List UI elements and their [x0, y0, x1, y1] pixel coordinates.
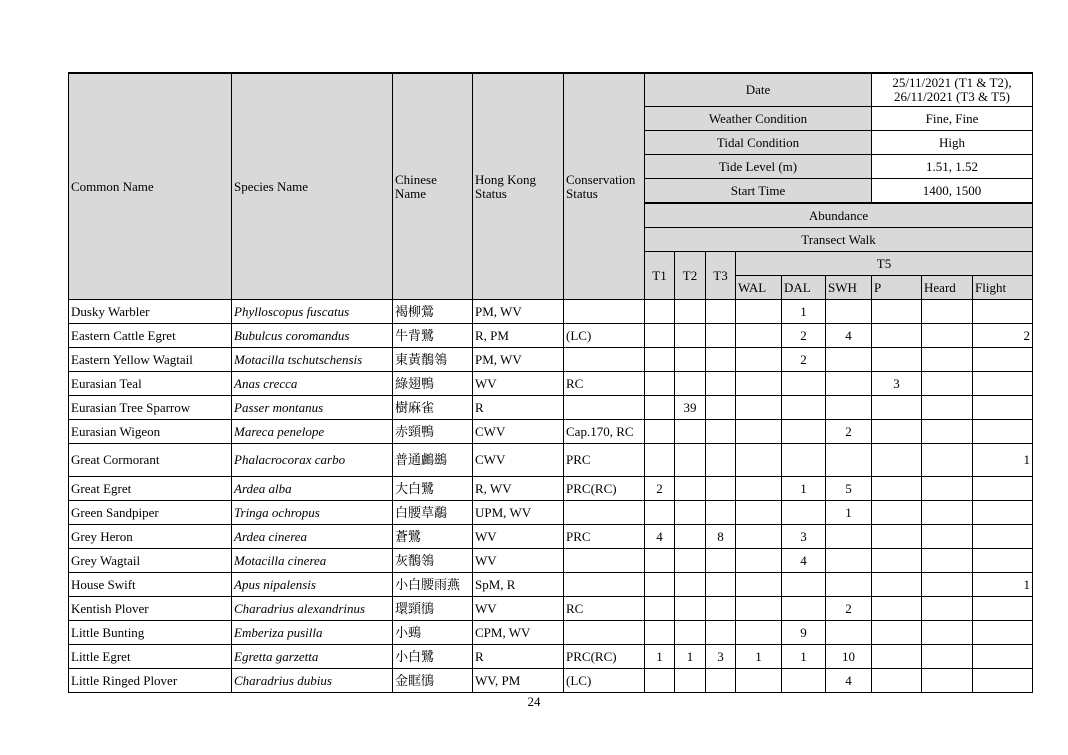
common-name-cell: Kentish Plover [69, 597, 232, 621]
t2-count-cell [675, 573, 706, 597]
heard-count-cell [922, 444, 973, 477]
t2-count-cell [675, 300, 706, 324]
chinese-name-cell: 小白腰雨燕 [393, 573, 473, 597]
t2-count-cell [675, 501, 706, 525]
heard-count-cell [922, 549, 973, 573]
t2-count-cell [675, 420, 706, 444]
t2-count-cell: 39 [675, 396, 706, 420]
heard-count-cell [922, 300, 973, 324]
swh-count-cell: 1 [826, 501, 872, 525]
common-name-cell: Little Ringed Plover [69, 669, 232, 693]
chinese-name-cell: 金眶鴴 [393, 669, 473, 693]
wal-count-cell [736, 597, 782, 621]
chinese-name-cell: 小鵐 [393, 621, 473, 645]
common-name-cell: Eastern Cattle Egret [69, 324, 232, 348]
swh-count-cell [826, 396, 872, 420]
t1-count-cell [645, 396, 675, 420]
hk-status-cell: WV [473, 549, 564, 573]
weather-value: Fine, Fine [872, 107, 1033, 131]
conservation-status-cell: PRC [564, 525, 645, 549]
heard-count-cell [922, 396, 973, 420]
conservation-status-cell [564, 501, 645, 525]
common-name-cell: Eurasian Teal [69, 372, 232, 396]
chinese-name-cell: 綠翅鴨 [393, 372, 473, 396]
table-row [69, 444, 1033, 477]
species-name-cell: Bubulcus coromandus [232, 324, 393, 348]
p-count-cell [872, 348, 922, 372]
hk-status-cell: CWV [473, 444, 564, 477]
flight-count-cell [973, 420, 1033, 444]
swh-count-cell [826, 573, 872, 597]
p-count-cell [872, 621, 922, 645]
dal-count-cell: 9 [782, 621, 826, 645]
t1-count-cell [645, 597, 675, 621]
header-swh: SWH [826, 276, 872, 300]
abundance-label: Abundance [645, 203, 1033, 228]
common-name-cell: Eastern Yellow Wagtail [69, 348, 232, 372]
dal-count-cell: 1 [782, 645, 826, 669]
p-count-cell [872, 645, 922, 669]
t3-count-cell: 8 [706, 525, 736, 549]
swh-count-cell [826, 444, 872, 477]
p-count-cell [872, 501, 922, 525]
hk-status-cell: WV [473, 372, 564, 396]
header-t2: T2 [675, 252, 706, 300]
header-t5: T5 [736, 252, 1033, 276]
common-name-cell: Grey Heron [69, 525, 232, 549]
flight-count-cell [973, 669, 1033, 693]
common-name-cell: Dusky Warbler [69, 300, 232, 324]
p-count-cell [872, 420, 922, 444]
wal-count-cell [736, 621, 782, 645]
header-p: P [872, 276, 922, 300]
p-count-cell [872, 573, 922, 597]
chinese-name-cell: 赤頸鴨 [393, 420, 473, 444]
conservation-status-cell [564, 300, 645, 324]
table-body [69, 300, 1033, 693]
p-count-cell [872, 597, 922, 621]
t2-count-cell: 1 [675, 645, 706, 669]
conservation-status-cell: RC [564, 372, 645, 396]
chinese-name-cell: 環頸鴴 [393, 597, 473, 621]
conservation-status-cell: RC [564, 597, 645, 621]
start-time-label: Start Time [645, 179, 872, 204]
start-time-value: 1400, 1500 [872, 179, 1033, 204]
t3-count-cell [706, 597, 736, 621]
p-count-cell [872, 444, 922, 477]
t2-count-cell [675, 525, 706, 549]
t1-count-cell [645, 621, 675, 645]
species-name-cell: Apus nipalensis [232, 573, 393, 597]
wal-count-cell [736, 300, 782, 324]
species-name-cell: Passer montanus [232, 396, 393, 420]
table-row [69, 669, 1033, 693]
table-row [69, 420, 1033, 444]
species-name-cell: Phalacrocorax carbo [232, 444, 393, 477]
heard-count-cell [922, 597, 973, 621]
table-row [69, 501, 1033, 525]
t3-count-cell [706, 573, 736, 597]
heard-count-cell [922, 348, 973, 372]
table-row [69, 324, 1033, 348]
flight-count-cell: 1 [973, 444, 1033, 477]
conservation-status-cell: PRC [564, 444, 645, 477]
hk-status-cell: R [473, 645, 564, 669]
p-count-cell [872, 396, 922, 420]
common-name-cell: Little Bunting [69, 621, 232, 645]
swh-count-cell [826, 372, 872, 396]
wal-count-cell [736, 420, 782, 444]
chinese-name-cell: 褐柳鶯 [393, 300, 473, 324]
t3-count-cell [706, 324, 736, 348]
table-row [69, 396, 1033, 420]
flight-count-cell [973, 477, 1033, 501]
swh-count-cell [826, 549, 872, 573]
chinese-name-cell: 普通鸕鷀 [393, 444, 473, 477]
conservation-status-cell: PRC(RC) [564, 645, 645, 669]
t1-count-cell: 2 [645, 477, 675, 501]
conservation-status-cell: (LC) [564, 669, 645, 693]
conservation-status-cell: Cap.170, RC [564, 420, 645, 444]
dal-count-cell [782, 573, 826, 597]
t2-count-cell [675, 477, 706, 501]
swh-count-cell: 4 [826, 669, 872, 693]
dal-count-cell [782, 372, 826, 396]
hk-status-cell: PM, WV [473, 300, 564, 324]
common-name-cell: Grey Wagtail [69, 549, 232, 573]
flight-count-cell: 2 [973, 324, 1033, 348]
swh-count-cell [826, 300, 872, 324]
p-count-cell [872, 525, 922, 549]
dal-count-cell: 3 [782, 525, 826, 549]
dal-count-cell: 1 [782, 300, 826, 324]
table-row [69, 372, 1033, 396]
wal-count-cell: 1 [736, 645, 782, 669]
t2-count-cell [675, 324, 706, 348]
heard-count-cell [922, 501, 973, 525]
p-count-cell [872, 300, 922, 324]
species-name-cell: Motacilla cinerea [232, 549, 393, 573]
species-name-cell: Emberiza pusilla [232, 621, 393, 645]
chinese-name-cell: 小白鷺 [393, 645, 473, 669]
tide-level-value: 1.51, 1.52 [872, 155, 1033, 179]
header-chinese-name: Chinese Name [393, 73, 473, 300]
heard-count-cell [922, 573, 973, 597]
common-name-cell: Green Sandpiper [69, 501, 232, 525]
heard-count-cell [922, 525, 973, 549]
header-t3: T3 [706, 252, 736, 300]
swh-count-cell: 5 [826, 477, 872, 501]
flight-count-cell [973, 549, 1033, 573]
header-hk-status: Hong Kong Status [473, 73, 564, 300]
common-name-cell: Eurasian Wigeon [69, 420, 232, 444]
header-flight: Flight [973, 276, 1033, 300]
header-heard: Heard [922, 276, 973, 300]
dal-count-cell: 2 [782, 324, 826, 348]
t1-count-cell [645, 444, 675, 477]
table-row [69, 573, 1033, 597]
dal-count-cell: 4 [782, 549, 826, 573]
hk-status-cell: PM, WV [473, 348, 564, 372]
common-name-cell: Eurasian Tree Sparrow [69, 396, 232, 420]
wal-count-cell [736, 444, 782, 477]
flight-count-cell [973, 621, 1033, 645]
t1-count-cell [645, 501, 675, 525]
conservation-status-cell: PRC(RC) [564, 477, 645, 501]
dal-count-cell [782, 501, 826, 525]
t3-count-cell [706, 444, 736, 477]
species-name-cell: Motacilla tschutschensis [232, 348, 393, 372]
swh-count-cell: 4 [826, 324, 872, 348]
p-count-cell [872, 549, 922, 573]
hk-status-cell: UPM, WV [473, 501, 564, 525]
chinese-name-cell: 大白鷺 [393, 477, 473, 501]
hk-status-cell: R, WV [473, 477, 564, 501]
t3-count-cell [706, 501, 736, 525]
dal-count-cell [782, 597, 826, 621]
heard-count-cell [922, 621, 973, 645]
header-t1: T1 [645, 252, 675, 300]
flight-count-cell [973, 372, 1033, 396]
swh-count-cell [826, 621, 872, 645]
t3-count-cell [706, 549, 736, 573]
swh-count-cell [826, 348, 872, 372]
species-name-cell: Anas crecca [232, 372, 393, 396]
wal-count-cell [736, 525, 782, 549]
hk-status-cell: R, PM [473, 324, 564, 348]
dal-count-cell [782, 669, 826, 693]
t2-count-cell [675, 597, 706, 621]
common-name-cell: Great Egret [69, 477, 232, 501]
common-name-cell: Great Cormorant [69, 444, 232, 477]
swh-count-cell: 2 [826, 597, 872, 621]
t1-count-cell: 1 [645, 645, 675, 669]
conservation-status-cell [564, 348, 645, 372]
t2-count-cell [675, 348, 706, 372]
species-name-cell: Mareca penelope [232, 420, 393, 444]
table-row [69, 348, 1033, 372]
t1-count-cell [645, 348, 675, 372]
flight-count-cell [973, 300, 1033, 324]
conservation-status-cell: (LC) [564, 324, 645, 348]
hk-status-cell: CPM, WV [473, 621, 564, 645]
p-count-cell [872, 324, 922, 348]
t3-count-cell [706, 420, 736, 444]
wal-count-cell [736, 348, 782, 372]
header-dal: DAL [782, 276, 826, 300]
heard-count-cell [922, 645, 973, 669]
wal-count-cell [736, 396, 782, 420]
wal-count-cell [736, 324, 782, 348]
t2-count-cell [675, 372, 706, 396]
table-row [69, 621, 1033, 645]
flight-count-cell [973, 396, 1033, 420]
chinese-name-cell: 白腰草鷸 [393, 501, 473, 525]
t3-count-cell [706, 621, 736, 645]
table-row [69, 477, 1033, 501]
conservation-status-cell [564, 621, 645, 645]
dal-count-cell: 1 [782, 477, 826, 501]
t1-count-cell [645, 372, 675, 396]
species-name-cell: Charadrius alexandrinus [232, 597, 393, 621]
swh-count-cell: 10 [826, 645, 872, 669]
table-row [69, 300, 1033, 324]
hk-status-cell: WV [473, 525, 564, 549]
t3-count-cell [706, 300, 736, 324]
p-count-cell [872, 477, 922, 501]
table-row [69, 525, 1033, 549]
species-name-cell: Egretta garzetta [232, 645, 393, 669]
common-name-cell: Little Egret [69, 645, 232, 669]
table-header [69, 73, 1033, 300]
t3-count-cell: 3 [706, 645, 736, 669]
species-name-cell: Charadrius dubius [232, 669, 393, 693]
wal-count-cell [736, 549, 782, 573]
swh-count-cell [826, 525, 872, 549]
transect-walk-label: Transect Walk [645, 228, 1033, 252]
page-number: 24 [527, 694, 541, 709]
heard-count-cell [922, 477, 973, 501]
t3-count-cell [706, 477, 736, 501]
chinese-name-cell: 牛背鷺 [393, 324, 473, 348]
t1-count-cell [645, 573, 675, 597]
t1-count-cell [645, 669, 675, 693]
flight-count-cell [973, 501, 1033, 525]
table-row [69, 645, 1033, 669]
hk-status-cell: SpM, R [473, 573, 564, 597]
t2-count-cell [675, 444, 706, 477]
dal-count-cell: 2 [782, 348, 826, 372]
t3-count-cell [706, 372, 736, 396]
tidal-value: High [872, 131, 1033, 155]
heard-count-cell [922, 669, 973, 693]
t1-count-cell [645, 300, 675, 324]
t1-count-cell [645, 420, 675, 444]
date-label: Date [645, 73, 872, 107]
heard-count-cell [922, 420, 973, 444]
header-conservation-status: Conservation Status [564, 73, 645, 300]
t1-count-cell: 4 [645, 525, 675, 549]
hk-status-cell: R [473, 396, 564, 420]
dal-count-cell [782, 420, 826, 444]
wal-count-cell [736, 477, 782, 501]
hk-status-cell: CWV [473, 420, 564, 444]
species-name-cell: Ardea alba [232, 477, 393, 501]
flight-count-cell [973, 525, 1033, 549]
flight-count-cell [973, 597, 1033, 621]
species-name-cell: Ardea cinerea [232, 525, 393, 549]
flight-count-cell [973, 645, 1033, 669]
date-value: 25/11/2021 (T1 & T2), 26/11/2021 (T3 & T5) [872, 73, 1033, 107]
hk-status-cell: WV [473, 597, 564, 621]
chinese-name-cell: 蒼鷺 [393, 525, 473, 549]
hk-status-cell: WV, PM [473, 669, 564, 693]
p-count-cell: 3 [872, 372, 922, 396]
heard-count-cell [922, 372, 973, 396]
dal-count-cell [782, 444, 826, 477]
species-name-cell: Phylloscopus fuscatus [232, 300, 393, 324]
dal-count-cell [782, 396, 826, 420]
weather-label: Weather Condition [645, 107, 872, 131]
wal-count-cell [736, 372, 782, 396]
flight-count-cell: 1 [973, 573, 1033, 597]
tide-level-label: Tide Level (m) [645, 155, 872, 179]
chinese-name-cell: 灰鶺鴒 [393, 549, 473, 573]
p-count-cell [872, 669, 922, 693]
flight-count-cell [973, 348, 1033, 372]
conservation-status-cell [564, 549, 645, 573]
bird-survey-table [68, 72, 1033, 693]
wal-count-cell [736, 669, 782, 693]
t2-count-cell [675, 549, 706, 573]
common-name-cell: House Swift [69, 573, 232, 597]
t2-count-cell [675, 669, 706, 693]
t1-count-cell [645, 324, 675, 348]
t3-count-cell [706, 396, 736, 420]
conservation-status-cell [564, 573, 645, 597]
t1-count-cell [645, 549, 675, 573]
table-row [69, 597, 1033, 621]
header-common-name: Common Name [69, 73, 232, 300]
heard-count-cell [922, 324, 973, 348]
header-species-name: Species Name [232, 73, 393, 300]
swh-count-cell: 2 [826, 420, 872, 444]
tidal-label: Tidal Condition [645, 131, 872, 155]
table-row [69, 549, 1033, 573]
t3-count-cell [706, 348, 736, 372]
wal-count-cell [736, 501, 782, 525]
species-name-cell: Tringa ochropus [232, 501, 393, 525]
t3-count-cell [706, 669, 736, 693]
header-wal: WAL [736, 276, 782, 300]
chinese-name-cell: 東黃鶺鴒 [393, 348, 473, 372]
chinese-name-cell: 樹麻雀 [393, 396, 473, 420]
wal-count-cell [736, 573, 782, 597]
conservation-status-cell [564, 396, 645, 420]
t2-count-cell [675, 621, 706, 645]
